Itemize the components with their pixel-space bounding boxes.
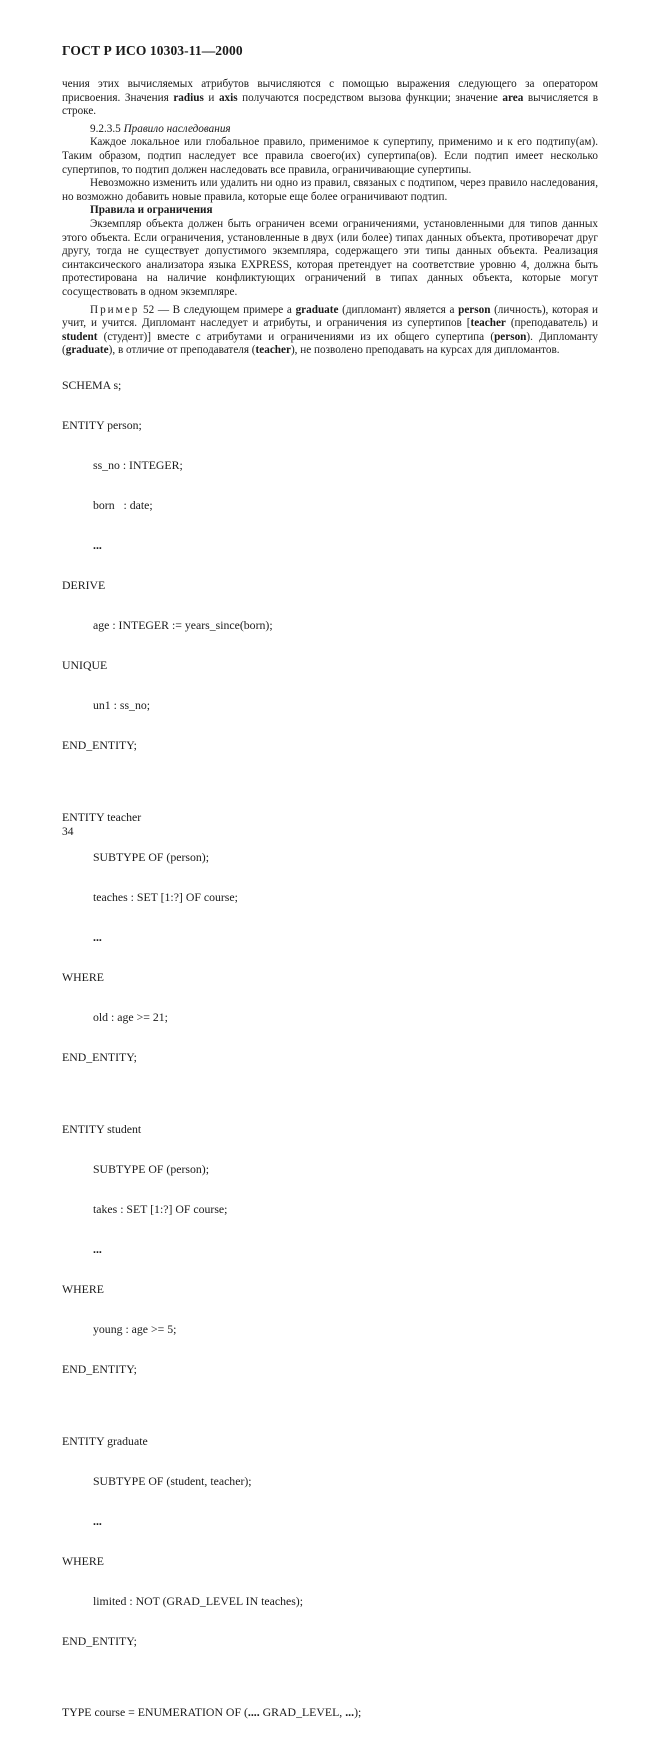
code-line: SUBTYPE OF (person);	[93, 1161, 210, 1176]
term-radius: radius	[173, 91, 204, 104]
code-line: young : age >= 5;	[93, 1321, 177, 1336]
code-line: ENTITY student	[62, 1121, 142, 1136]
code-line: SUBTYPE OF (person);	[93, 849, 210, 864]
code-line: old : age >= 21;	[93, 1009, 168, 1024]
code-line: WHERE	[62, 969, 104, 984]
code-line: UNIQUE	[62, 657, 108, 672]
term-area: area	[502, 91, 524, 104]
code-line: ENTITY graduate	[62, 1433, 148, 1448]
code-line: limited : NOT (GRAD_LEVEL IN teaches);	[93, 1593, 303, 1608]
code-line: WHERE	[62, 1281, 104, 1296]
code-line: END_ENTITY;	[62, 737, 137, 752]
code-line: END_ENTITY;	[62, 1049, 137, 1064]
paragraph-derived-attributes: чения этих вычисляемых атрибутов вычисляются с помощью выражения следующего за оператором присвоения. Значения radius и axis получаются посредством вызова функции; значение area вычисляется в строке.	[62, 78, 598, 118]
code-line: ENTITY person;	[62, 417, 142, 432]
code-line-ellipsis: ...	[93, 537, 102, 552]
code-line: SUBTYPE OF (student, teacher);	[93, 1473, 252, 1488]
code-line: SCHEMA s;	[62, 377, 122, 392]
term-axis: axis	[218, 91, 238, 104]
code-line: DERIVE	[62, 577, 106, 592]
code-line-ellipsis: ...	[93, 1241, 102, 1256]
code-line: ss_no : INTEGER;	[93, 457, 183, 472]
body-text	[62, 78, 598, 358]
code-line: WHERE	[62, 1553, 104, 1568]
code-line: ENTITY teacher	[62, 809, 142, 824]
paragraph-inheritance: Каждое локальное или глобальное правило, применимое к супертипу, применимо и к его подтипу(ам). Таким образом, подтип наследует все правила своего(их) супертипа(ов). Если подтип имеет несколько супертипов, то подтип должен наследовать все правила, ограничивающие супертипы.	[62, 136, 598, 176]
page-number: 34	[62, 826, 74, 838]
code-line: teaches : SET [1:?] OF course;	[93, 889, 238, 904]
code-line: un1 : ss_no;	[93, 697, 151, 712]
code-line: born : date;	[93, 497, 153, 512]
code-line: END_ENTITY;	[62, 1361, 137, 1376]
heading-rules-and-constraints: Правила и ограничения	[90, 204, 213, 217]
code-line: END_ENTITY;	[62, 1633, 137, 1648]
code-line: takes : SET [1:?] OF course;	[93, 1201, 228, 1216]
paragraph-constraints: Экземпляр объекта должен быть ограничен всеми ограничениями, установленными для типов данных этого объекта. Если ограничения, установленные в двух (или более) типах данных объекта, противоречат друг другу, тогда не существует допустимого экземпляра, содержащего эти типы данных объекта. Реализация синтаксического анализатора языка EXPRESS, которая претендует на соответствие уровню 4, должна быть протестирована на наличие конфликтующих ограничений в типах данных объекта, которые могут сосуществовать в одном экземпляре.	[62, 217, 598, 298]
page-header-standard-title: ГОСТ Р ИСО 10303-11—2000	[62, 43, 243, 58]
code-line-ellipsis: ...	[93, 929, 102, 944]
express-code-listing	[62, 352, 602, 1746]
example-label: Пример	[90, 303, 140, 316]
code-line-type-course: TYPE course = ENUMERATION OF (.... GRAD_LEVEL, ...);	[62, 1705, 362, 1720]
paragraph-example-52: Пример 52 — В следующем примере a graduate (дипломант) является a person (личность), которая и учит, и учится. Дипломант наследует и атрибуты, и ограничения из супертипов [teacher (преподаватель) и student (студент)] вместе с атрибутами и ограничениями из их общего супертипа (person). Дипломанту (graduate), в отличие от преподавателя (teacher), не позволено преподавать на курсах для дипломантов.	[62, 303, 598, 357]
section-heading-inheritance-rule: 9.2.3.5 Правило наследования	[90, 122, 231, 135]
paragraph-cannot-change-rules: Невозможно изменить или удалить ни одно из правил, связаных с подтипом, через правило наследования, но возможно добавить новые правила, которые еще более ограничивают подтип.	[62, 177, 598, 203]
code-line-ellipsis: ...	[93, 1513, 102, 1528]
code-line: age : INTEGER := years_since(born);	[93, 617, 273, 632]
